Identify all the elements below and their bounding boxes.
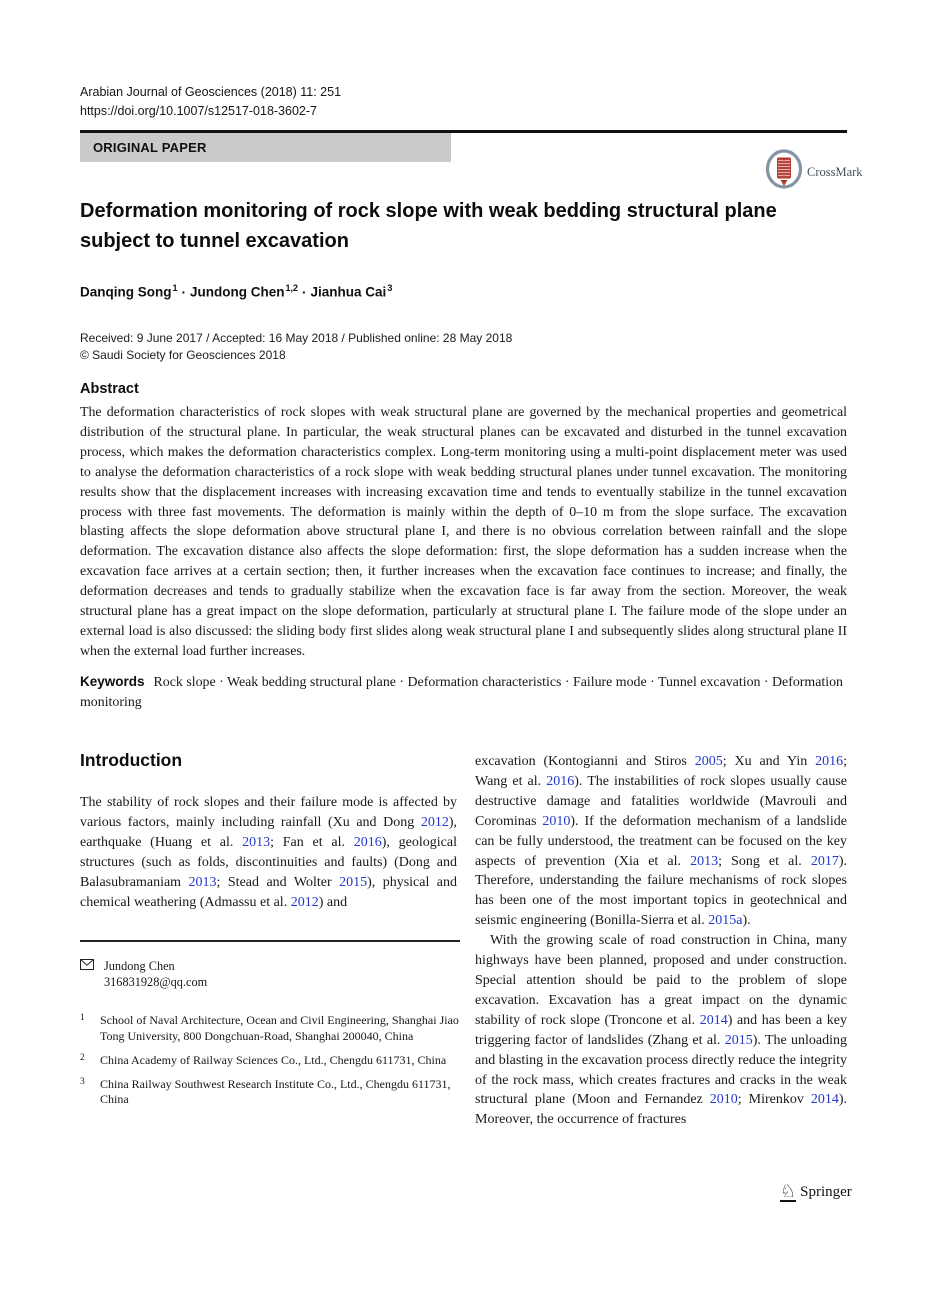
publisher-name: Springer bbox=[800, 1183, 852, 1200]
keywords-text: Rock slope · Weak bedding structural plane · Deformation characteristics · Failure mode · Tunnel excavation · Deformation monitoring bbox=[80, 675, 844, 710]
crossmark-icon bbox=[765, 149, 803, 195]
author-separator: · bbox=[181, 284, 187, 300]
text-run: ), geological structures (such as folds, discontinuities and faults) (Dong and Balasubramaniam bbox=[80, 834, 457, 890]
abstract-heading: Abstract bbox=[80, 381, 139, 397]
page-title: Deformation monitoring of rock slope with weak bedding structural plane subject to tunnel excavation bbox=[80, 200, 777, 252]
author-separator: · bbox=[302, 284, 307, 300]
crossmark-badge[interactable] bbox=[765, 149, 863, 195]
text-run: ) and bbox=[318, 894, 348, 910]
journal-citation: Arabian Journal of Geosciences (2018) 11: 251 bbox=[80, 85, 342, 99]
text-run: ), physical and chemical weathering (Admassu et al. bbox=[80, 874, 458, 910]
article-type-label: ORIGINAL PAPER bbox=[93, 140, 207, 155]
citation-link[interactable]: 2012 bbox=[290, 894, 319, 910]
affiliation-text: School of Naval Architecture, Ocean and Civil Engineering, Shanghai Jiao Tong University, 800 Dongchuan-Road, Shanghai 200040, China bbox=[100, 1013, 459, 1043]
crossmark-label: CrossMark bbox=[807, 164, 863, 179]
text-run: ). bbox=[742, 913, 751, 929]
text-run: ; Fan et al. bbox=[270, 834, 354, 850]
text-run: ). Therefore, understanding the failure mechanisms of rock slopes has been one of the most important topics in geotechnical and seismic engineering (Bonilla-Sierra et al. bbox=[475, 853, 847, 929]
text-run: ; Xu and Yin bbox=[722, 754, 816, 769]
affiliation-number: 2 bbox=[80, 1052, 85, 1063]
author-name: Danqing Song bbox=[80, 284, 172, 300]
citation-link[interactable]: 2005 bbox=[694, 754, 723, 769]
text-run: ; Mirenkov bbox=[737, 1092, 811, 1108]
author-affiliation-sup: 3 bbox=[387, 283, 393, 293]
text-run: With the growing scale of road construction in China, many highways have been planned, proposed and under construction. Special attention should be paid to the problem of slope excavation. Excavation has a great impact on the dynamic stability of rock slope (Troncone et al. bbox=[475, 933, 847, 1028]
text-run: excavation (Kontogianni and Stiros bbox=[475, 754, 695, 769]
citation-link[interactable]: 2013 bbox=[188, 874, 217, 890]
citation-link[interactable]: 2010 bbox=[542, 813, 571, 829]
intro-right-paragraph-1 bbox=[475, 752, 847, 931]
intro-right-paragraph-2 bbox=[475, 931, 847, 1130]
author-name: Jundong Chen bbox=[190, 284, 285, 300]
intro-left-paragraph bbox=[80, 793, 457, 912]
citation-link[interactable]: 2015 bbox=[339, 874, 368, 890]
affiliation-text: China Academy of Railway Sciences Co., Ltd., Chengdu 611731, China bbox=[100, 1052, 447, 1067]
section-heading-introduction: Introduction bbox=[80, 750, 183, 770]
text-run: ). The instabilities of rock slopes usually cause destructive damage and fatalities worldwide (Mavrouli and Corominas bbox=[475, 773, 848, 829]
text-run: ) and has been a key triggering factor of landslides (Zhang et al. bbox=[475, 1012, 847, 1048]
citation-link[interactable]: 2013 bbox=[242, 834, 271, 850]
citation-link[interactable]: 2013 bbox=[690, 853, 719, 869]
article-type-bar bbox=[80, 133, 451, 162]
abstract-text: The deformation characteristics of rock slopes with weak structural plane are governed by the mechanical properties and geometrical distribution of the structural plane. In particular, the weak structural planes can be excavated and disturbed in the tunnel excavation process, which makes the deformation characteristics complex. Long-term monitoring using a multi-point displacement meter was used to analyse the deformation characteristics of a rock slope with weak bedding structural planes under tunnel excavation. The monitoring results show that the displacement increases with increasing excavation time and tends to eventually stabilize in the tunnel excavation process with three fast movements. The deformation is mainly within the depth of 0–10 m from the slope surface. The excavation blasting affects the slope deformation above structural plane I, and there is no obvious correlation between rainfall and the slope deformation. The excavation distance also affects the slope deformation: first, the slope deformation has a sudden increase when the excavation face arrives at a certain section; then, it further increases when the excavation face continues to increase; and finally, the deformation decreases and tends to gradually stabilize when the excavation face is far away from the section. Moreover, the weak structural plane has a great impact on the slope deformation, particularly at structural plane I. The failure mode of the slope under an external load is also discussed: the sliding body first slides along weak structural plane I and subsequently slides along structural plane II when the external load further increases. bbox=[80, 405, 847, 659]
author-name: Jianhua Cai bbox=[310, 284, 387, 300]
correspondence-block bbox=[80, 958, 457, 990]
citation-link[interactable]: 2015 bbox=[724, 1032, 753, 1048]
text-run: ). The unloading and blasting in the excavation process directly reduce the integrity of the rock mass, which creates fractures and cracks in the weak structural plane (Moon and Fernandez bbox=[475, 1032, 847, 1108]
keywords-heading: Keywords bbox=[80, 674, 145, 689]
doi-line: https://doi.org/10.1007/s12517-018-3602-7 bbox=[80, 104, 317, 118]
copyright-line: © Saudi Society for Geosciences 2018 bbox=[80, 348, 286, 362]
publisher-logo bbox=[780, 1182, 852, 1202]
citation-link[interactable]: 2014 bbox=[810, 1092, 839, 1108]
citation-link[interactable]: 2012 bbox=[420, 814, 449, 830]
text-run: ; Song et al. bbox=[718, 853, 811, 869]
envelope-icon bbox=[80, 958, 94, 974]
author-list bbox=[80, 283, 392, 300]
correspondence-name: Jundong Chen bbox=[104, 959, 175, 973]
citation-link[interactable]: 2016 bbox=[546, 773, 575, 789]
springer-horse-icon: ♘ bbox=[780, 1181, 797, 1201]
keywords-block bbox=[80, 672, 847, 713]
correspondence-email[interactable]: 316831928@qq.com bbox=[104, 975, 208, 989]
affiliation bbox=[80, 1053, 460, 1069]
citation-link[interactable]: 2017 bbox=[810, 853, 839, 869]
citation-link[interactable]: 2016 bbox=[815, 754, 844, 769]
text-run: ; Wang et al. bbox=[475, 754, 847, 789]
author-affiliation-sup: 1 bbox=[172, 283, 178, 293]
affiliation-number: 3 bbox=[80, 1076, 85, 1087]
author-affiliation-sup: 1,2 bbox=[285, 283, 299, 293]
citation-link[interactable]: 2010 bbox=[709, 1092, 738, 1108]
affiliation bbox=[80, 1077, 460, 1108]
text-run: ; Stead and Wolter bbox=[216, 874, 340, 890]
affiliation-number: 1 bbox=[80, 1013, 85, 1023]
citation-link[interactable]: 2016 bbox=[353, 834, 382, 850]
affiliation bbox=[80, 1013, 460, 1044]
citation-link[interactable]: 2015a bbox=[708, 913, 743, 929]
text-run: ), earthquake (Huang et al. bbox=[80, 814, 457, 850]
affiliation-list bbox=[80, 1013, 460, 1116]
text-run: ). If the deformation mechanism of a landslide can be fully understood, the treatment can be focused on the key aspects of prevention (Xia et al. bbox=[475, 813, 847, 869]
footnote-rule bbox=[80, 940, 460, 942]
affiliation-text: China Railway Southwest Research Institute Co., Ltd., Chengdu 611731, China bbox=[100, 1076, 451, 1107]
citation-link[interactable]: 2014 bbox=[699, 1012, 728, 1028]
text-run: The stability of rock slopes and their failure mode is affected by various factors, mainly including rainfall (Xu and Dong bbox=[80, 795, 457, 830]
dates-line: Received: 9 June 2017 / Accepted: 16 May 2018 / Published online: 28 May 2018 bbox=[80, 331, 513, 345]
text-run: ). Moreover, the occurrence of fractures bbox=[475, 1092, 847, 1128]
